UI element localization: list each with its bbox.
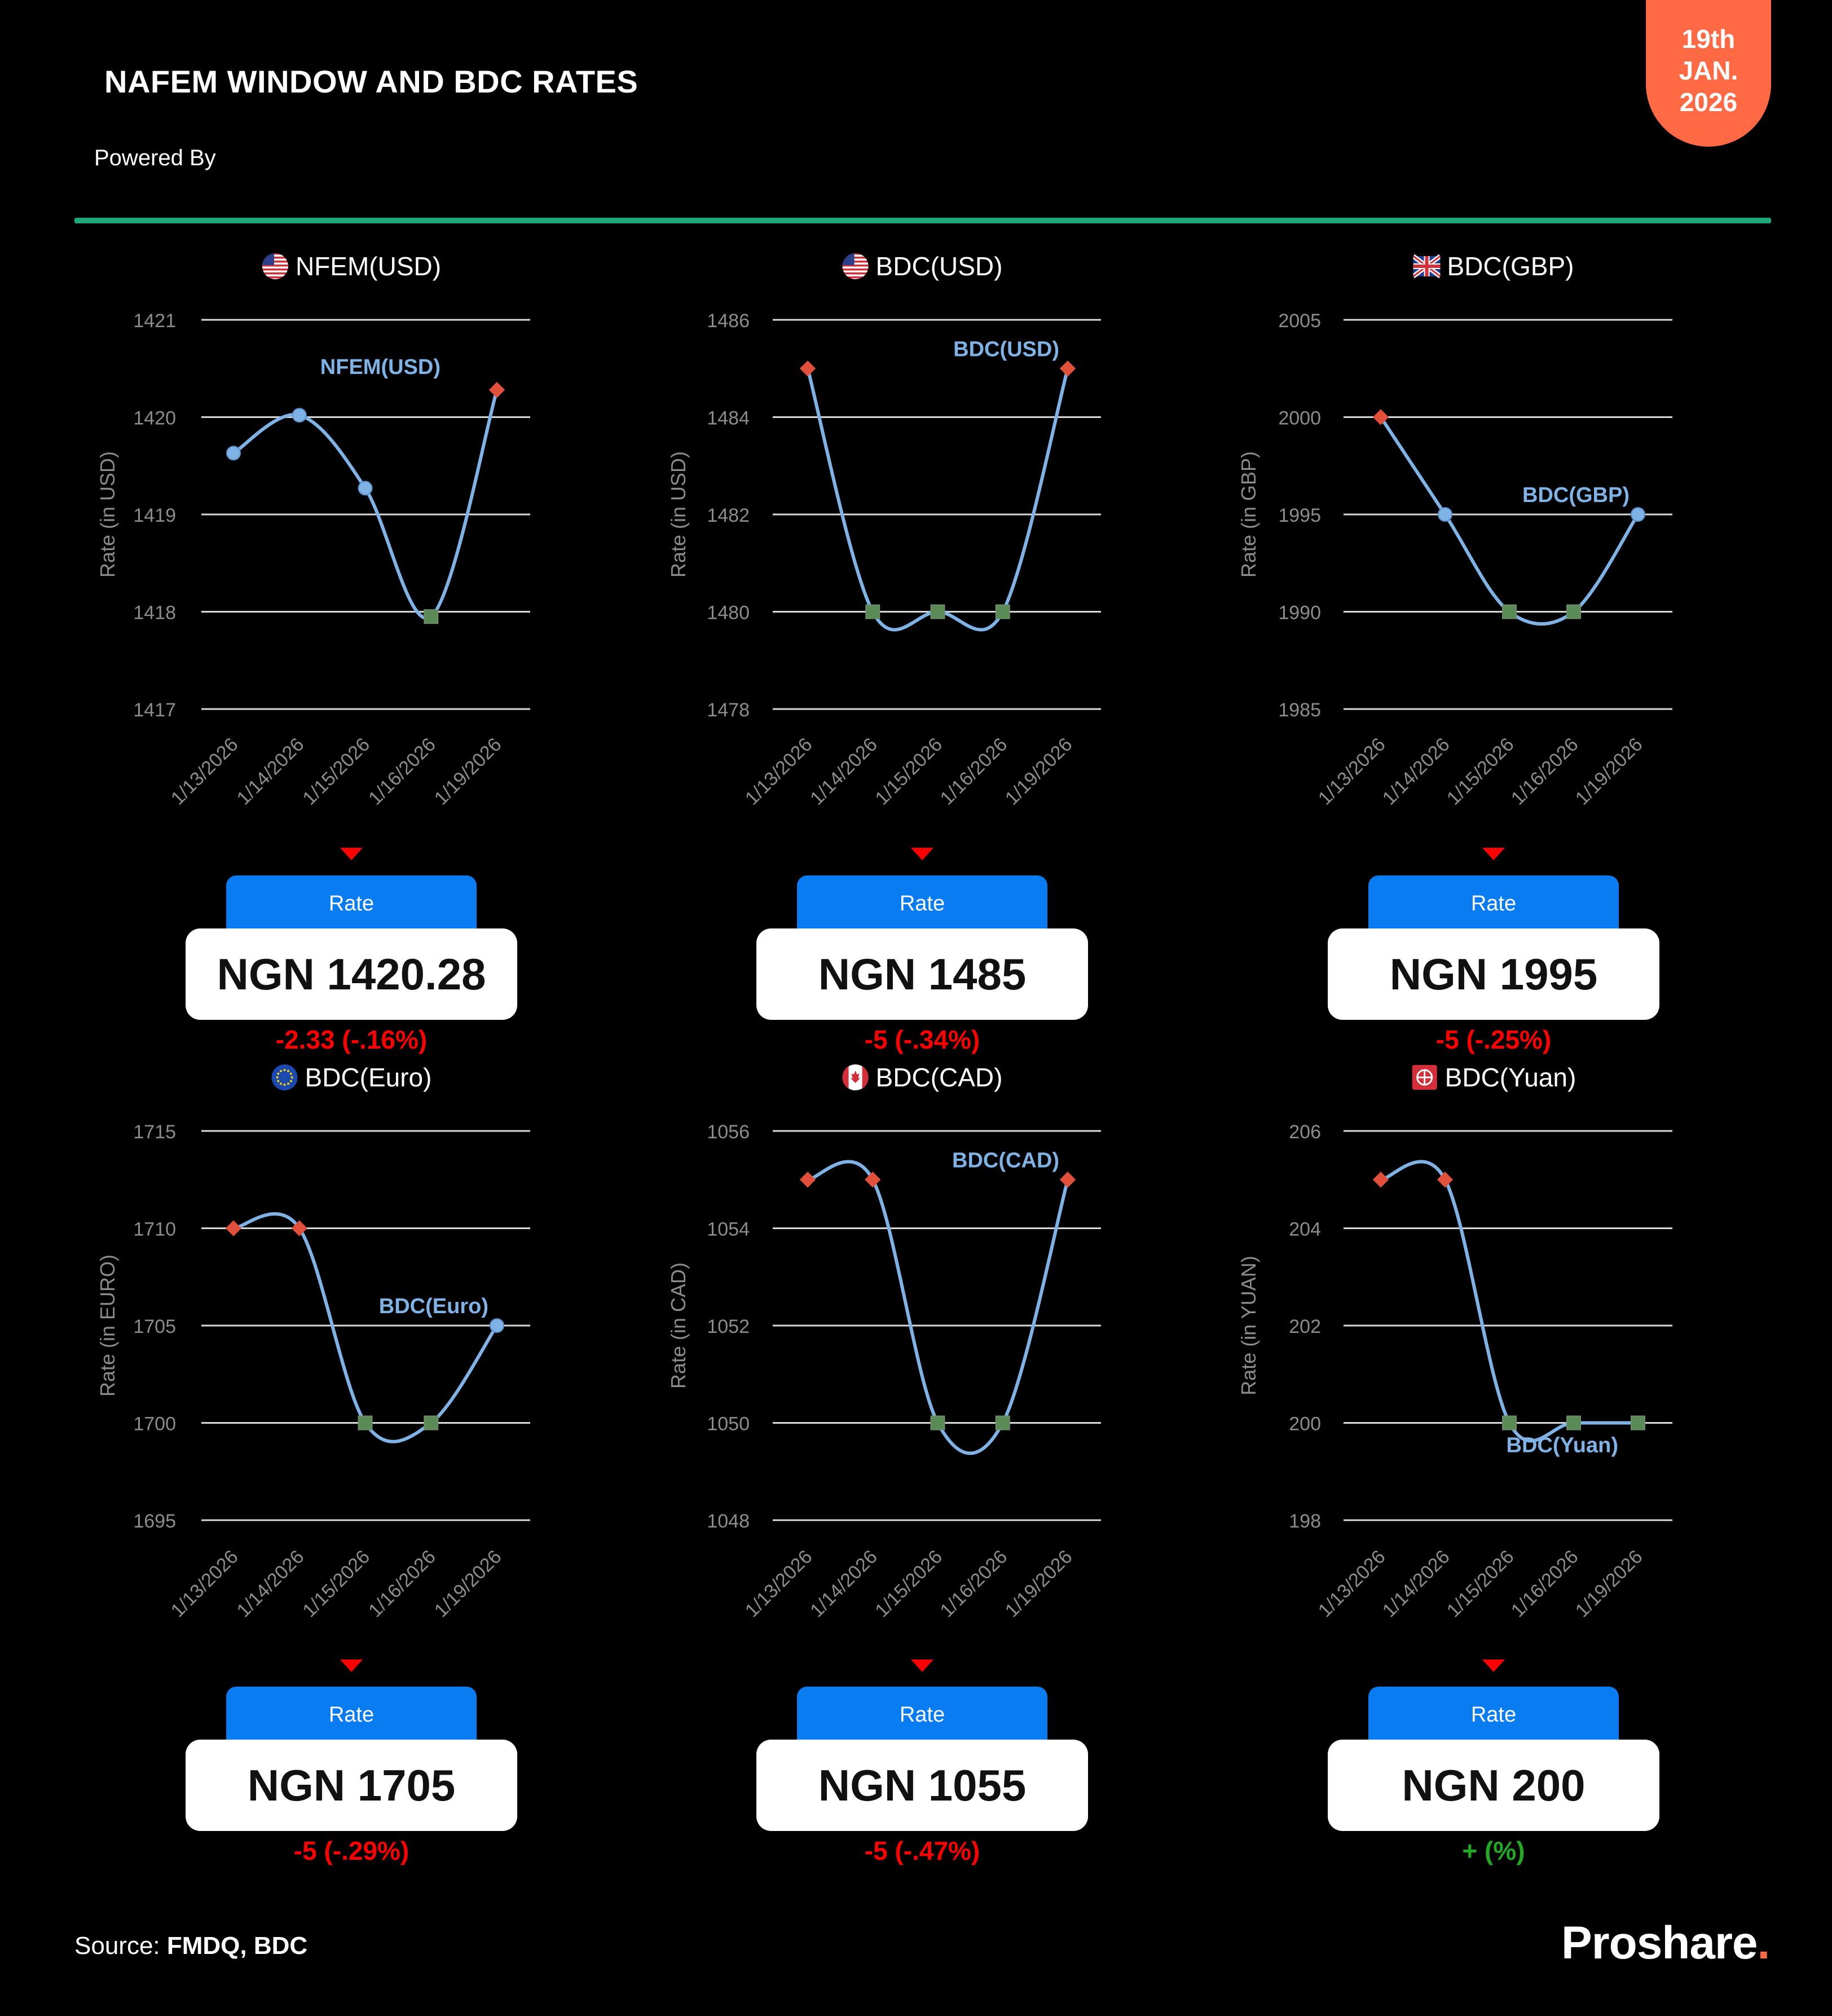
- chart-3-plot: [96, 1121, 530, 1622]
- chart-4-xtick-label: 1/19/2026: [1001, 1546, 1077, 1622]
- chart-2-point: [1503, 605, 1516, 619]
- chart-0-point: [359, 481, 372, 495]
- chart-3-rate-label: Rate: [226, 1687, 477, 1748]
- chart-3-ytick-label: 1715: [133, 1121, 176, 1143]
- chart-5-xtick-label: 1/15/2026: [1442, 1546, 1518, 1622]
- chart-0-point: [227, 446, 240, 460]
- chart-2-rate-change: -5 (-.25%): [1435, 1025, 1552, 1054]
- chart-0-xtick-label: 1/15/2026: [298, 733, 375, 809]
- chart-1-point: [800, 360, 816, 376]
- chart-1-point: [996, 605, 1010, 619]
- chart-4-rate-label: Rate: [797, 1687, 1047, 1748]
- chart-4-point: [996, 1416, 1010, 1430]
- chart-4-xtick-label: 1/15/2026: [871, 1546, 947, 1622]
- chart-0-title: [262, 249, 441, 283]
- ca-flag-icon: [842, 1064, 869, 1091]
- chart-3-point: [359, 1416, 372, 1430]
- chart-3-rate-change: -5 (-.29%): [293, 1836, 409, 1865]
- chart-4-plot: [667, 1121, 1101, 1622]
- chart-4-xtick-label: 1/14/2026: [806, 1546, 882, 1622]
- chart-1-ytick-label: 1480: [707, 602, 750, 624]
- proshare-logo: [1561, 1917, 1769, 1970]
- chart-5-xtick-label: 1/19/2026: [1571, 1546, 1647, 1622]
- chart-3-ytick-label: 1700: [133, 1413, 176, 1435]
- chart-5-ylabel: Rate (in YUAN): [1237, 1256, 1260, 1396]
- chart-2-title-text: BDC(GBP): [1447, 252, 1574, 281]
- chart-0-xtick-label: 1/19/2026: [430, 733, 506, 809]
- powered-by-label: Powered By: [94, 146, 216, 170]
- source-label: Source:: [74, 1932, 160, 1960]
- chart-1-point: [866, 605, 879, 619]
- uk-flag-icon: [1413, 253, 1441, 280]
- date-year: 2026: [1679, 87, 1738, 117]
- chart-0-xtick-label: 1/16/2026: [364, 733, 440, 809]
- chart-0-xtick-label: 1/14/2026: [232, 733, 309, 809]
- chart-1-xtick-label: 1/19/2026: [1001, 733, 1077, 809]
- chart-0-rate-change: -2.33 (-.16%): [275, 1025, 428, 1054]
- chart-3-series-line: [234, 1214, 497, 1442]
- caret-down-icon: [340, 1660, 363, 1672]
- chart-5-xtick-label: 1/14/2026: [1378, 1546, 1454, 1622]
- chart-4-rate-change: -5 (-.47%): [864, 1836, 980, 1865]
- chart-4-ytick-label: 1050: [707, 1413, 750, 1435]
- chart-3-point: [226, 1220, 241, 1236]
- chart-1-xtick-label: 1/13/2026: [741, 733, 817, 809]
- chart-3-xtick-label: 1/16/2026: [364, 1546, 440, 1622]
- chart-5-series-line: [1381, 1161, 1638, 1441]
- chart-3-point: [424, 1416, 438, 1430]
- chart-5-plot: [1237, 1121, 1672, 1622]
- chart-2-xtick-label: 1/15/2026: [1442, 733, 1518, 809]
- logo-dot: .: [1757, 1917, 1770, 1969]
- chart-5-title: [1411, 1060, 1576, 1094]
- chart-5-xtick-label: 1/13/2026: [1314, 1546, 1390, 1622]
- chart-2-xtick-label: 1/14/2026: [1378, 733, 1454, 809]
- chart-1-series-label: BDC(USD): [953, 337, 1059, 362]
- chart-0-point: [489, 382, 505, 398]
- chart-1-xtick-label: 1/16/2026: [936, 733, 1012, 809]
- chart-1-point: [1060, 360, 1076, 376]
- chart-2-point: [1567, 605, 1580, 619]
- chart-4-point: [931, 1416, 945, 1430]
- chart-5-rate-value: NGN 200: [1328, 1740, 1659, 1831]
- chart-0-point: [293, 408, 306, 422]
- chart-5-ytick-label: 200: [1289, 1413, 1321, 1435]
- chart-5-point: [1437, 1172, 1453, 1187]
- chart-4-ylabel: Rate (in CAD): [667, 1262, 690, 1389]
- chart-3-ytick-label: 1695: [133, 1511, 176, 1532]
- chart-3-title-text: BDC(Euro): [305, 1063, 432, 1092]
- chart-0-ytick-label: 1419: [133, 505, 176, 526]
- chart-4-ytick-label: 1048: [707, 1511, 750, 1532]
- chart-3-point: [490, 1319, 504, 1332]
- chart-5-rate-change: + (%): [1462, 1836, 1525, 1865]
- chart-1-plot: [667, 310, 1101, 809]
- chart-4-xtick-label: 1/16/2026: [936, 1546, 1012, 1622]
- chart-0-ytick-label: 1421: [133, 310, 176, 332]
- caret-down-icon: [340, 848, 363, 860]
- chart-1-xtick-label: 1/14/2026: [806, 733, 882, 809]
- chart-3-ytick-label: 1705: [133, 1316, 176, 1337]
- chart-2-ytick-label: 2000: [1278, 407, 1321, 429]
- chart-2-plot: [1237, 310, 1672, 809]
- chart-5-ytick-label: 202: [1289, 1316, 1321, 1337]
- chart-4-point: [1060, 1172, 1076, 1187]
- chart-4-title: [842, 1060, 1003, 1094]
- chart-1-ytick-label: 1478: [707, 699, 750, 721]
- chart-0-series-line: [234, 390, 497, 618]
- chart-5-xtick-label: 1/16/2026: [1507, 1546, 1583, 1622]
- eu-flag-icon: [271, 1064, 298, 1091]
- chart-1-ylabel: Rate (in USD): [667, 451, 690, 578]
- chart-1-title-text: BDC(USD): [875, 252, 1003, 281]
- chart-2-ylabel: Rate (in GBP): [1237, 451, 1260, 578]
- chart-3-series-label: BDC(Euro): [378, 1295, 488, 1318]
- chart-4-rate-value: NGN 1055: [756, 1740, 1088, 1831]
- chart-3-xtick-label: 1/13/2026: [166, 1546, 243, 1622]
- cn-flag-icon: [1411, 1064, 1438, 1091]
- chart-2-xtick-label: 1/13/2026: [1314, 733, 1390, 809]
- chart-5-point: [1503, 1416, 1516, 1430]
- chart-2-point: [1438, 508, 1452, 521]
- caret-down-icon: [911, 848, 933, 860]
- chart-5-point: [1567, 1416, 1580, 1430]
- chart-3-rate-value: NGN 1705: [186, 1740, 517, 1831]
- chart-0-rate-value: NGN 1420.28: [186, 928, 517, 1020]
- chart-3-title: [271, 1060, 432, 1094]
- chart-0-series-label: NFEM(USD): [320, 355, 441, 380]
- chart-5-ytick-label: 204: [1289, 1218, 1321, 1240]
- chart-1-point: [931, 605, 945, 619]
- source-line: [74, 1932, 307, 1960]
- chart-4-ytick-label: 1054: [707, 1218, 750, 1240]
- chart-0-ytick-label: 1420: [133, 407, 176, 429]
- chart-5-series-label: BDC(Yuan): [1506, 1433, 1618, 1458]
- chart-1-title: [842, 249, 1003, 283]
- chart-2-point: [1631, 508, 1645, 521]
- us-flag-icon: [262, 253, 289, 280]
- chart-4-series-label: BDC(CAD): [952, 1148, 1059, 1173]
- chart-3-xtick-label: 1/15/2026: [298, 1546, 375, 1622]
- chart-1-rate-change: -5 (-.34%): [864, 1025, 980, 1054]
- chart-0-ytick-label: 1417: [133, 699, 176, 721]
- chart-1-ytick-label: 1486: [707, 310, 750, 332]
- chart-1-ytick-label: 1482: [707, 505, 750, 526]
- us-flag-icon: [842, 253, 869, 280]
- chart-5-title-text: BDC(Yuan): [1445, 1063, 1576, 1092]
- chart-2-xtick-label: 1/19/2026: [1571, 733, 1647, 809]
- chart-2-ytick-label: 1990: [1278, 602, 1321, 624]
- chart-5-point: [1631, 1416, 1645, 1430]
- chart-5-rate-label: Rate: [1368, 1687, 1619, 1748]
- chart-4-ytick-label: 1056: [707, 1121, 750, 1143]
- date-month: JAN.: [1679, 56, 1738, 85]
- chart-1-series-line: [808, 368, 1068, 630]
- chart-3-xtick-label: 1/19/2026: [430, 1546, 506, 1622]
- logo-text: Proshare: [1561, 1917, 1758, 1969]
- chart-4-series-line: [808, 1161, 1068, 1453]
- caret-down-icon: [911, 1660, 933, 1672]
- chart-5-point: [1373, 1172, 1389, 1187]
- chart-2-ytick-label: 1995: [1278, 505, 1321, 526]
- chart-4-point: [800, 1172, 816, 1187]
- chart-3-xtick-label: 1/14/2026: [232, 1546, 309, 1622]
- chart-5-ytick-label: 206: [1289, 1121, 1321, 1143]
- chart-4-point: [865, 1172, 880, 1187]
- chart-2-series-label: BDC(GBP): [1522, 483, 1630, 507]
- chart-0-plot: [96, 310, 530, 809]
- chart-1-rate-label: Rate: [797, 875, 1047, 936]
- chart-2-ytick-label: 1985: [1278, 699, 1321, 721]
- chart-4-title-text: BDC(CAD): [875, 1063, 1003, 1092]
- chart-5-ytick-label: 198: [1289, 1511, 1321, 1532]
- chart-2-series-line: [1381, 417, 1638, 624]
- chart-0-ylabel: Rate (in USD): [96, 451, 119, 578]
- chart-2-ytick-label: 2005: [1278, 310, 1321, 332]
- chart-3-ylabel: Rate (in EURO): [96, 1254, 119, 1397]
- chart-2-rate-label: Rate: [1368, 875, 1619, 936]
- chart-1-rate-value: NGN 1485: [756, 928, 1088, 1020]
- caret-down-icon: [1482, 848, 1505, 860]
- chart-0-point: [424, 610, 438, 623]
- source-value: FMDQ, BDC: [166, 1932, 308, 1960]
- chart-2-rate-value: NGN 1995: [1328, 928, 1659, 1020]
- caret-down-icon: [1482, 1660, 1505, 1672]
- date-day: 19th: [1681, 24, 1736, 54]
- chart-2-title: [1413, 249, 1574, 283]
- chart-0-ytick-label: 1418: [133, 602, 176, 624]
- chart-2-xtick-label: 1/16/2026: [1507, 733, 1583, 809]
- chart-4-xtick-label: 1/13/2026: [741, 1546, 817, 1622]
- chart-0-rate-label: Rate: [226, 875, 477, 936]
- chart-3-ytick-label: 1710: [133, 1218, 176, 1240]
- chart-0-xtick-label: 1/13/2026: [166, 733, 243, 809]
- chart-1-xtick-label: 1/15/2026: [871, 733, 947, 809]
- page-title: NAFEM WINDOW AND BDC RATES: [104, 64, 638, 99]
- chart-0-title-text: NFEM(USD): [295, 252, 442, 281]
- chart-1-ytick-label: 1484: [707, 407, 750, 429]
- chart-4-ytick-label: 1052: [707, 1316, 750, 1337]
